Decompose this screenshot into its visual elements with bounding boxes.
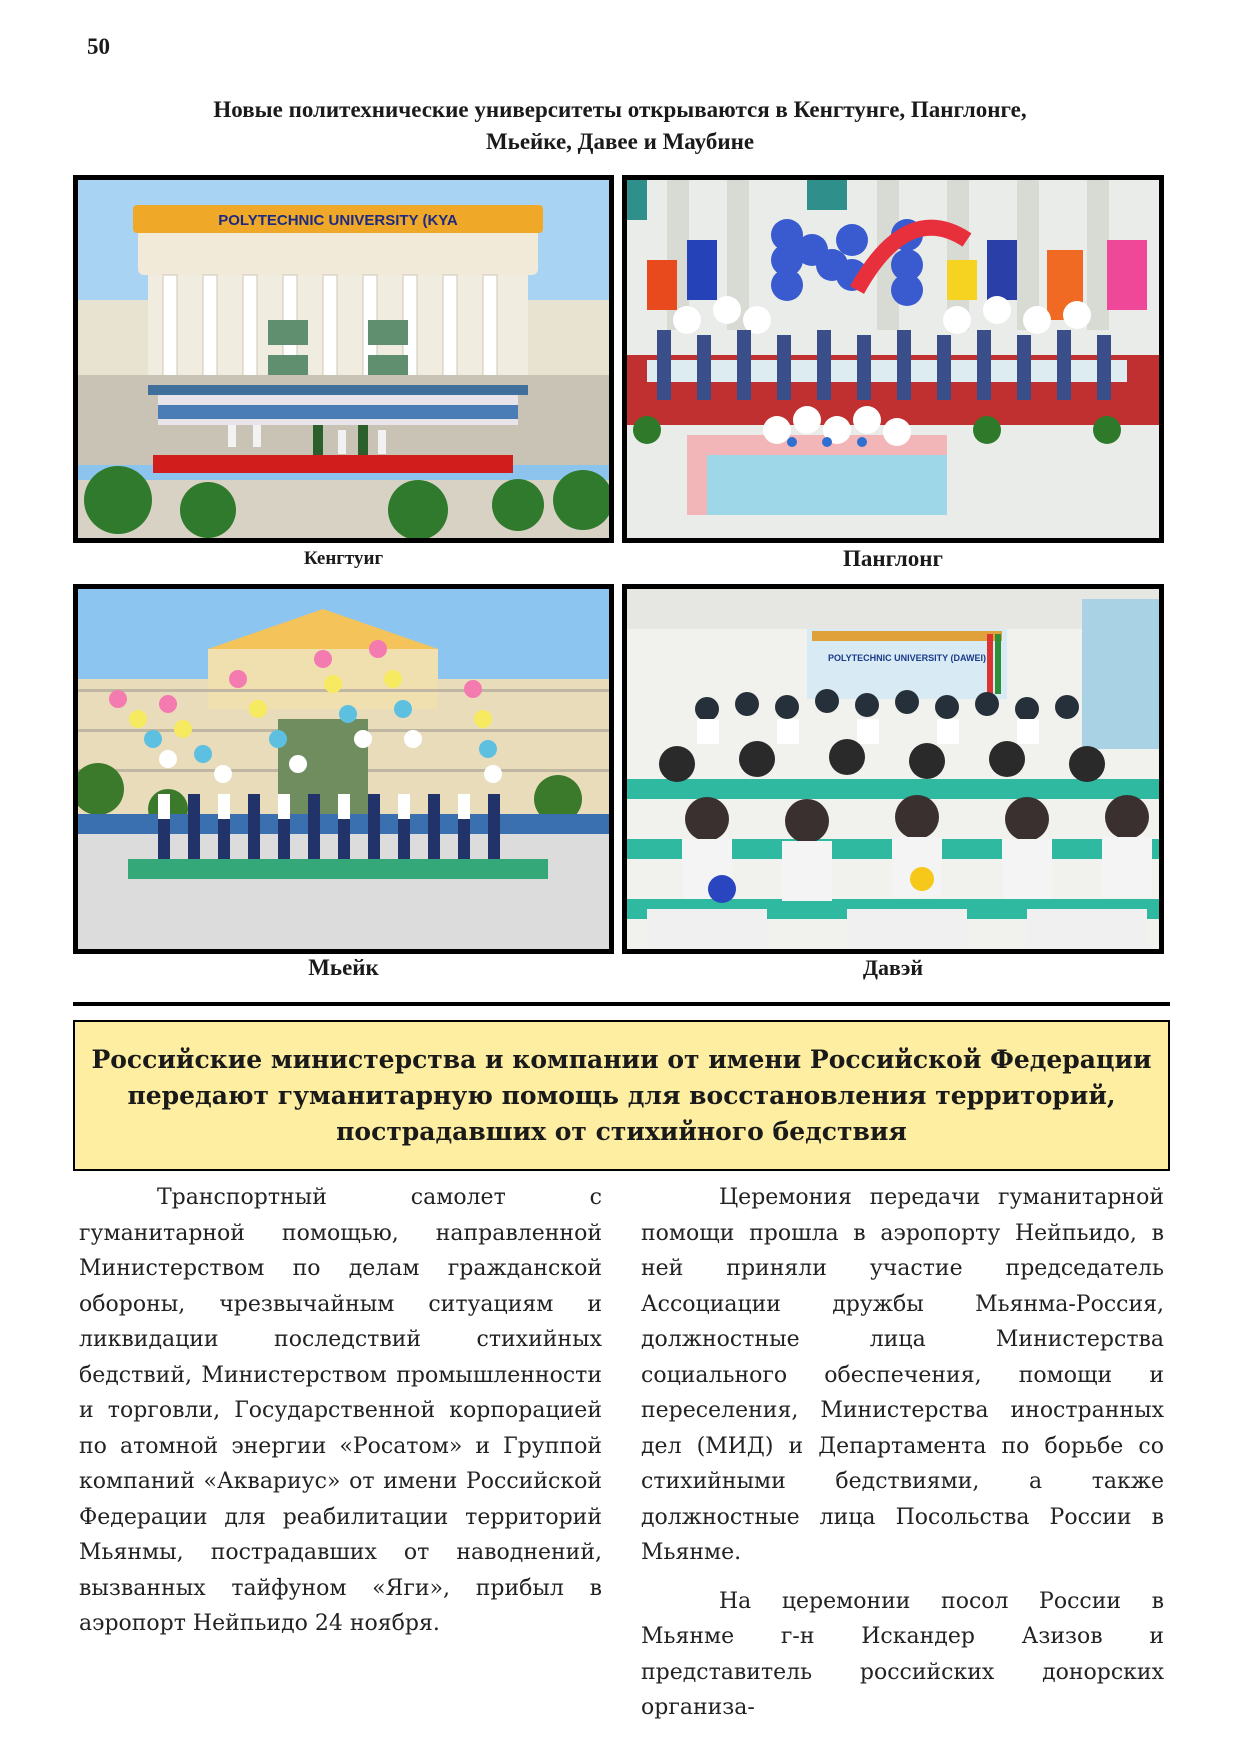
photo-myeik <box>73 584 614 954</box>
dawei-auditorium-image <box>627 589 1159 949</box>
paragraph: На церемонии посол России в Мьянме г-н Искандер Азизов и представитель российских донорских организа- <box>641 1588 1164 1720</box>
photo-panglong <box>622 175 1164 543</box>
headline-line: Российские министерства и компании от имени Российской Федерации <box>91 1044 1152 1074</box>
article-column-right <box>641 1180 1164 1739</box>
article-headline <box>73 1020 1170 1171</box>
photo-kengtung <box>73 175 614 543</box>
section-divider <box>73 1002 1170 1006</box>
university-sign: POLYTECHNIC UNIVERSITY (KYA <box>218 212 458 229</box>
gallery-title-line: Новые политехнические университеты открываются в Кенгтунге, Панглонге, <box>213 97 1027 122</box>
caption-kengtung: Кенгтуиг <box>303 548 384 569</box>
panglong-ceremony-image <box>627 180 1159 538</box>
caption-panglong: Панглонг <box>842 546 944 571</box>
caption-dawei: Давэй <box>862 955 924 980</box>
caption-myeik: Мьейк <box>308 955 379 980</box>
headline-line: передают гуманитарную помощь для восстановления территорий, <box>127 1080 1116 1110</box>
article-column-left <box>79 1180 602 1655</box>
gallery-title <box>110 94 1130 158</box>
myeik-balloons-image <box>78 589 609 949</box>
photo-dawei <box>622 584 1164 954</box>
paragraph: Церемония передачи гуманитарной помощи прошла в аэропорту Нейпьидо, в ней приняли участие председатель Ассоциации дружбы Мьянма-Россия, должностные лица Министерства социального обеспечения, помощи и переселения, Министерства иностранных дел (МИД) и Департамента по борьбе со стихийными бедствиями, а также должностные лица Посольства России в Мьянме. <box>641 1185 1164 1565</box>
gallery-title-line: Мьейке, Давее и Маубине <box>485 129 755 154</box>
auditorium-banner: POLYTECHNIC UNIVERSITY (DAWEI) <box>827 653 987 663</box>
page-number: 50 <box>87 34 110 59</box>
kengtung-university-image <box>78 180 609 538</box>
headline-line: пострадавших от стихийного бедствия <box>336 1116 907 1146</box>
paragraph: Транспортный самолет с гуманитарной помощью, направленной Министерством по делам гражданской обороны, чрезвычайным ситуациям и ликвидации последствий стихийных бедствий, Министерством промышленности и торговли, Государственной корпорацией по атомной энергии «Росатом» и Группой компаний «Аквариус» от имени Российской Федерации для реабилитации территорий Мьянмы, пострадавших от наводнений, вызванных тайфуном «Яги», прибыл в аэропорт Нейпьидо 24 ноября. <box>79 1185 602 1636</box>
